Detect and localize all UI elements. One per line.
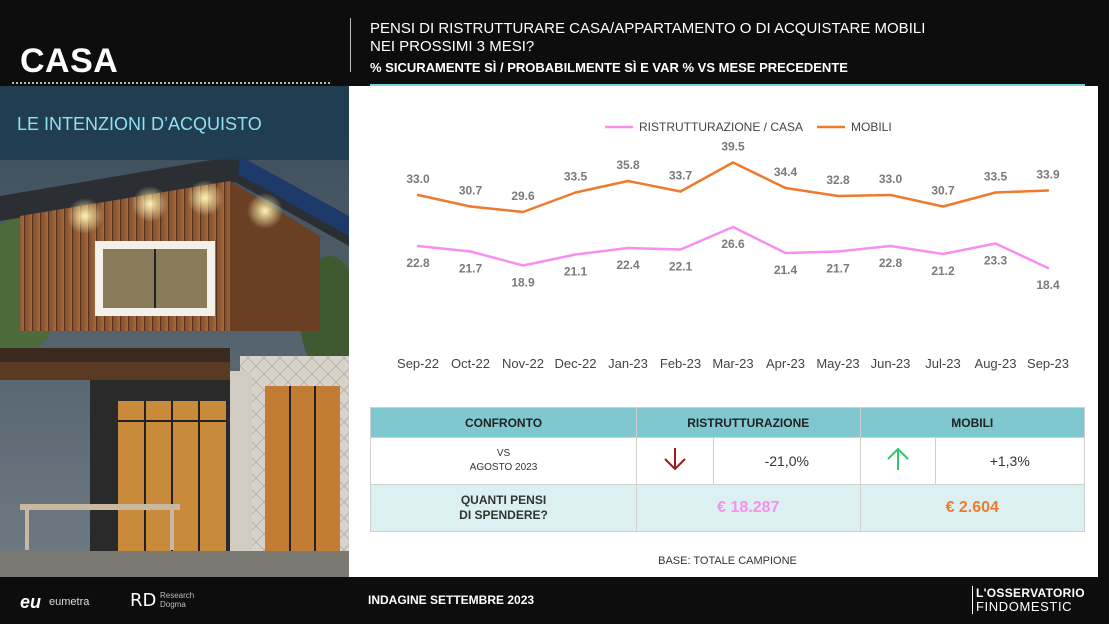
data-point-1-3	[574, 191, 576, 193]
research-dogma-logo-mark: RD	[130, 590, 157, 611]
mobili-trend-cell	[860, 438, 935, 485]
table-header-row	[371, 408, 1085, 438]
brand-line-2: FINDOMESTIC	[976, 599, 1073, 614]
title-underline	[12, 82, 330, 84]
data-point-0-10	[942, 253, 944, 255]
x-tick-label-5: Feb-23	[659, 356, 702, 371]
data-label-1-7: 34.4	[773, 165, 798, 179]
data-label-0-7: 21.4	[773, 263, 798, 277]
findomestic-logo	[972, 586, 1085, 614]
data-label-1-6: 39.5	[721, 139, 745, 154]
eumetra-logo-name: eumetra	[49, 596, 90, 608]
comparison-table	[370, 407, 1085, 532]
research-dogma-line-2: Dogma	[160, 600, 186, 609]
data-label-0-9: 22.8	[878, 256, 903, 270]
data-point-1-4	[627, 180, 629, 182]
data-label-1-8: 32.8	[826, 173, 850, 187]
x-tick-label-8: May-23	[816, 356, 860, 371]
vs-month: AGOSTO 2023	[469, 462, 538, 473]
legend-label-1: MOBILI	[851, 120, 892, 134]
data-point-1-6	[732, 161, 734, 163]
section-subtitle: LE INTENZIONI D’ACQUISTO	[17, 114, 262, 134]
data-point-0-1	[469, 250, 471, 252]
data-label-1-11: 33.5	[983, 169, 1008, 184]
header-confronto: CONFRONTO	[371, 408, 637, 438]
data-point-0-2	[522, 264, 524, 266]
research-dogma-logo-name	[160, 591, 194, 609]
x-tick-label-12: Sep-23	[1027, 356, 1069, 371]
arrow-up-icon	[884, 445, 912, 473]
x-tick-label-2: Nov-22	[502, 356, 544, 371]
right-edge-bar	[1098, 0, 1109, 624]
x-tick-label-3: Dec-22	[554, 356, 597, 371]
data-point-1-5	[679, 190, 681, 192]
data-point-0-12	[1047, 267, 1049, 269]
data-point-0-4	[627, 247, 629, 249]
measure-description: % SICURAMENTE SÌ / PROBABILMENTE SÌ E VAR % VS MESE PRECEDENTE	[370, 60, 848, 75]
line-chart	[370, 100, 1085, 385]
data-label-1-1: 30.7	[458, 183, 483, 198]
survey-question	[370, 20, 1010, 56]
spend-question-line-2: DI SPENDERE?	[459, 508, 548, 522]
data-label-0-11: 23.3	[983, 253, 1008, 268]
data-point-0-6	[732, 226, 734, 228]
data-point-1-10	[942, 205, 944, 207]
table-row-spend	[371, 485, 1085, 532]
data-label-1-3: 33.5	[563, 169, 588, 184]
mobili-amount: € 2.604	[860, 485, 1084, 532]
data-label-0-12: 18.4	[1036, 278, 1060, 292]
data-point-1-7	[784, 187, 786, 189]
question-line-1: PENSI DI RISTRUTTURARE CASA/APPARTAMENTO O DI ACQUISTARE MOBILI	[370, 20, 926, 37]
data-point-0-8	[837, 250, 839, 252]
data-point-0-0	[417, 245, 419, 247]
data-label-1-10: 30.7	[931, 183, 955, 198]
data-label-0-3: 21.1	[563, 264, 588, 279]
x-tick-label-9: Jun-23	[870, 356, 911, 371]
header-ristrutturazione: RISTRUTTURAZIONE	[637, 408, 861, 438]
data-label-0-8: 21.7	[826, 261, 850, 276]
data-label-1-5: 33.7	[668, 168, 693, 183]
data-label-0-5: 22.1	[668, 259, 693, 274]
arrow-down-icon	[661, 445, 689, 473]
x-tick-label-4: Jan-23	[608, 356, 648, 371]
data-label-1-12: 33.9	[1036, 167, 1060, 182]
x-tick-label-0: Sep-22	[397, 356, 439, 371]
vs-label: VS	[496, 448, 511, 459]
data-point-1-11	[994, 191, 996, 193]
brand-line-1: L'OSSERVATORIO	[976, 586, 1085, 600]
header-mobili: MOBILI	[860, 408, 1084, 438]
x-tick-label-7: Apr-23	[765, 356, 806, 371]
data-point-1-0	[417, 194, 419, 196]
vs-cell	[371, 438, 637, 485]
data-label-0-1: 21.7	[458, 261, 483, 276]
x-tick-label-11: Aug-23	[974, 356, 1017, 371]
data-point-1-1	[469, 205, 471, 207]
data-label-0-2: 18.9	[511, 275, 535, 290]
base-note: BASE: TOTALE CAMPIONE	[658, 555, 797, 567]
data-label-1-9: 33.0	[878, 172, 903, 186]
data-label-0-6: 26.6	[721, 237, 745, 251]
spend-question-cell	[371, 485, 637, 532]
ristrutturazione-trend-cell	[637, 438, 714, 485]
section-title: CASA	[20, 42, 119, 80]
data-point-1-9	[889, 194, 891, 196]
ristrutturazione-amount: € 18.287	[637, 485, 861, 532]
question-line-2: NEI PROSSIMI 3 MESI?	[370, 38, 535, 55]
data-label-0-10: 21.2	[931, 264, 955, 278]
data-point-0-5	[679, 248, 681, 250]
data-point-1-2	[522, 211, 524, 213]
data-label-0-0: 22.8	[406, 256, 430, 270]
research-dogma-line-1: Research	[160, 591, 195, 600]
x-tick-label-6: Mar-23	[712, 356, 754, 371]
x-tick-label-10: Jul-23	[925, 356, 961, 371]
data-label-1-2: 29.6	[511, 189, 535, 203]
ristrutturazione-change: -21,0%	[714, 438, 861, 485]
data-point-1-8	[837, 195, 839, 197]
mobili-change: +1,3%	[935, 438, 1084, 485]
data-point-0-11	[994, 242, 996, 244]
table-row-variation	[371, 438, 1085, 485]
data-label-0-4: 22.4	[616, 258, 640, 272]
data-label-1-0: 33.0	[406, 172, 430, 186]
eumetra-logo-mark: eu	[20, 592, 42, 612]
chart-top-rule	[370, 84, 1085, 86]
data-label-1-4: 35.8	[616, 158, 640, 172]
data-point-0-7	[784, 252, 786, 254]
data-point-0-9	[889, 245, 891, 247]
x-tick-label-1: Oct-22	[450, 356, 491, 371]
header-divider	[350, 18, 351, 72]
survey-edition: INDAGINE SETTEMBRE 2023	[368, 593, 535, 607]
spend-question-line-1: QUANTI PENSI	[460, 493, 547, 507]
data-point-1-12	[1047, 189, 1049, 191]
legend-label-0: RISTRUTTURAZIONE / CASA	[639, 120, 804, 134]
data-point-0-3	[574, 253, 576, 255]
